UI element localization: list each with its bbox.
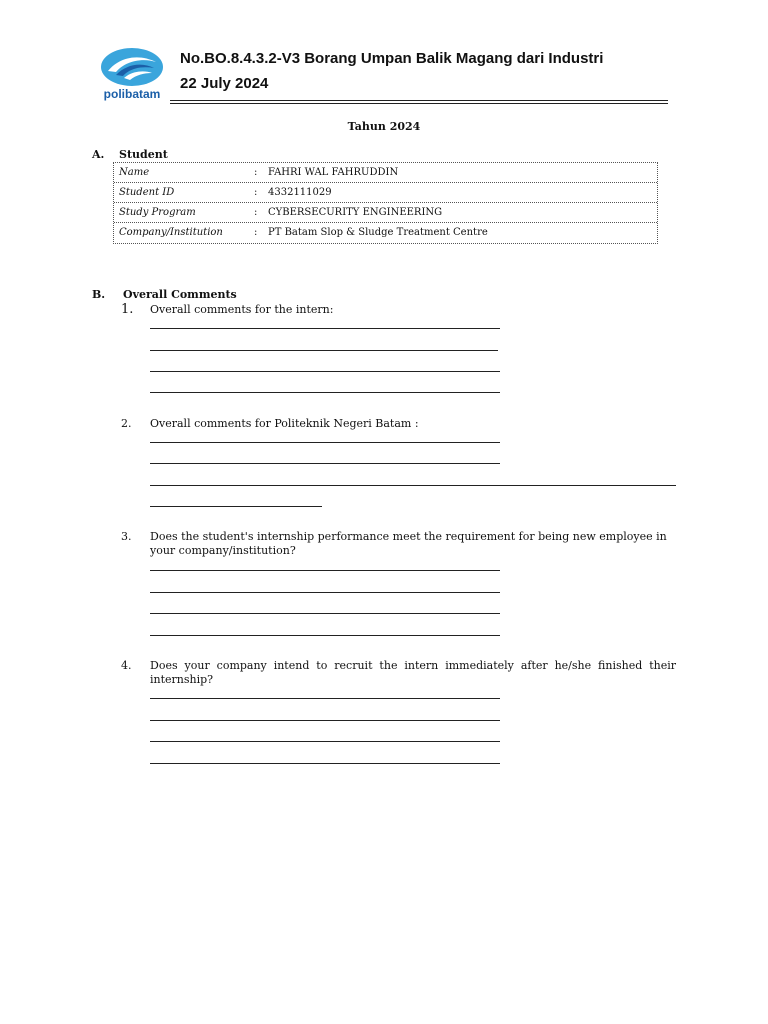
answer-line[interactable] [150,442,500,443]
answer-line[interactable] [150,763,500,764]
question-text: Does your company intend to recruit the intern immediately after he/she finished their internship? [150,659,676,686]
table-row [114,163,657,183]
field-value: 4332111029 [268,187,332,198]
table-row [114,183,657,203]
field-value: PT Batam Slop & Sludge Treatment Centre [268,227,488,238]
answer-line[interactable] [150,613,500,614]
field-colon: : [254,187,258,198]
field-value: CYBERSECURITY ENGINEERING [268,207,443,218]
student-info-table [113,162,658,244]
question-text: Does the student's internship performance meet the requirement for being new employee in your company/institution? [150,530,667,557]
header-rule [170,100,668,101]
answer-line[interactable] [150,741,500,742]
section-b-letter: B. [92,288,106,301]
question-number: 2. [121,417,132,430]
answer-line[interactable] [150,350,498,351]
field-colon: : [254,207,258,218]
answer-line[interactable] [150,592,500,593]
document-date: 22 July 2024 [180,75,269,92]
header-rule [170,103,668,104]
logo-text: polibatam [103,87,161,101]
answer-line[interactable] [150,570,500,571]
answer-line[interactable] [150,720,500,721]
question-text: Overall comments for the intern: [150,303,334,316]
table-row [114,203,657,223]
field-label: Company/Institution [119,227,223,238]
section-a-title: Student [119,148,168,161]
answer-line[interactable] [150,635,500,636]
field-label: Study Program [119,207,196,218]
answer-line[interactable] [150,485,676,486]
question-text: Overall comments for Politeknik Negeri Batam : [150,417,419,430]
answer-line[interactable] [150,698,500,699]
field-value: FAHRI WAL FAHRUDDIN [268,167,399,178]
table-row [114,223,657,243]
answer-line[interactable] [150,463,500,464]
answer-line[interactable] [150,328,500,329]
question-number: 4. [121,659,132,672]
answer-line[interactable] [150,506,322,507]
field-colon: : [254,227,258,238]
field-label: Student ID [119,187,175,198]
section-b-title: Overall Comments [123,288,237,301]
answer-line[interactable] [150,371,500,372]
section-a-letter: A. [92,148,105,161]
document-title: No.BO.8.4.3.2-V3 Borang Umpan Balik Magang dari Industri [180,50,604,67]
field-colon: : [254,167,258,178]
year-label: Tahun 2024 [347,120,421,133]
question-number: 1. [121,302,134,317]
field-label: Name [119,167,150,178]
question-number: 3. [121,530,132,543]
answer-line[interactable] [150,392,500,393]
polibatam-logo [96,44,168,102]
